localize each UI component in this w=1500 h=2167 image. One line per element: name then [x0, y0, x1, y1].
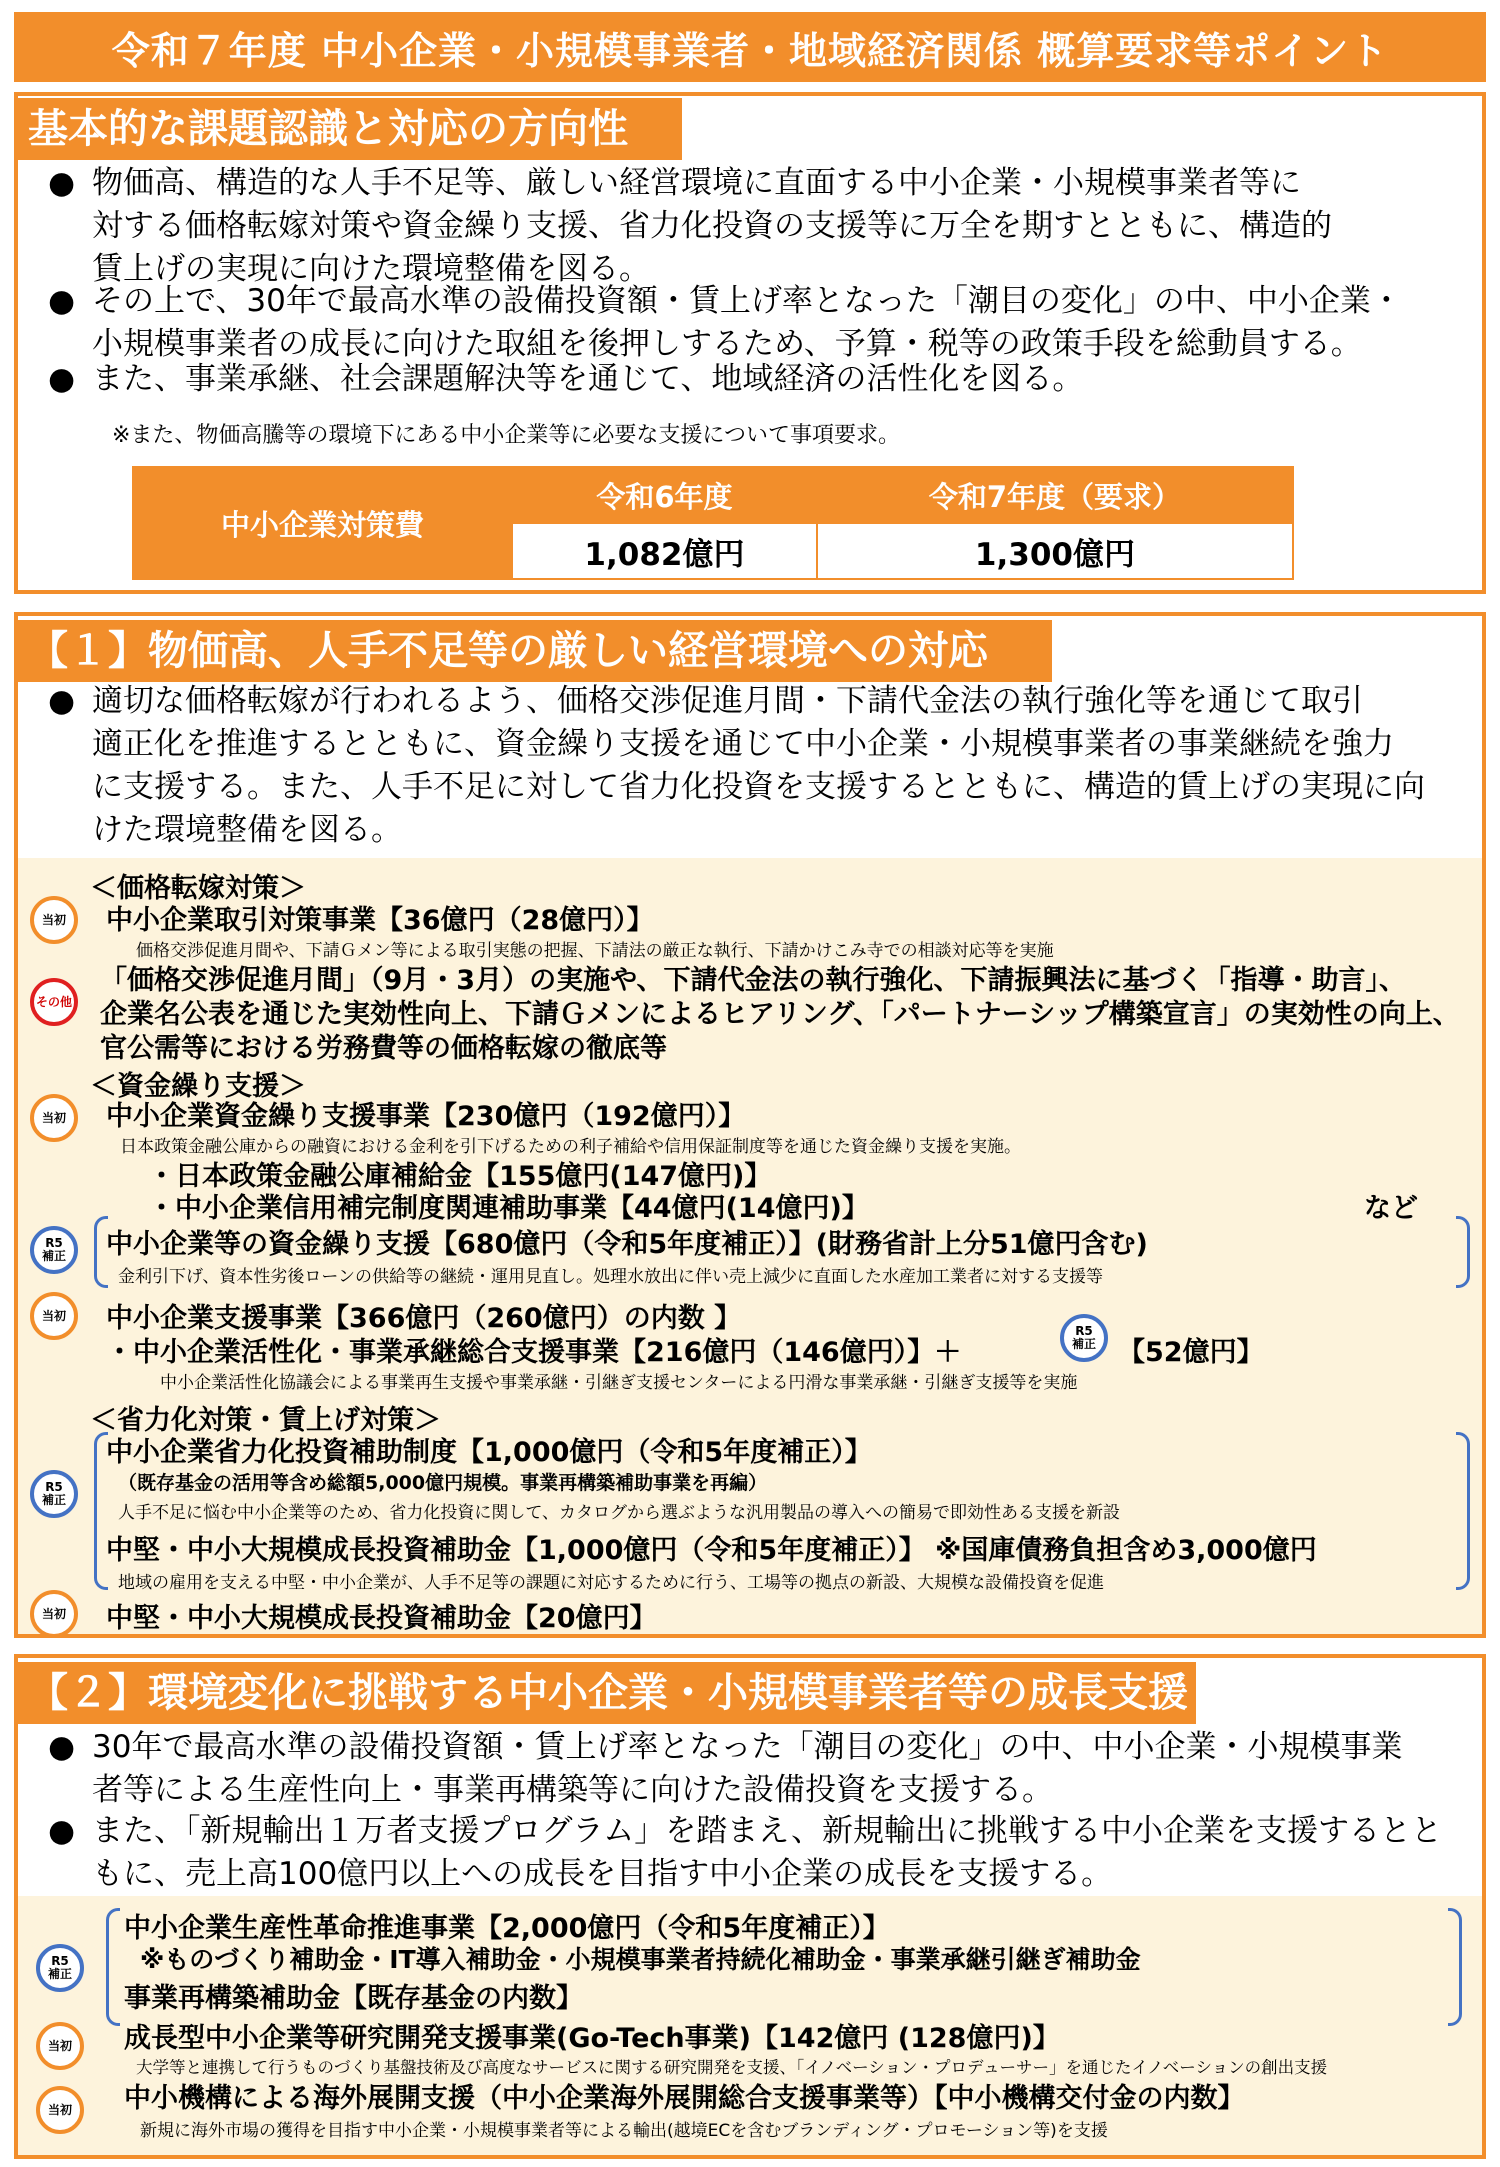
- bullet-line: もに、売上高100億円以上への成長を目指す中小企業の成長を支援する。: [92, 1856, 1113, 1892]
- section2-heading: 【２】環境変化に挑戦する中小企業・小規模事業者等の成長支援: [18, 1662, 1196, 1724]
- item-torihiki: 中小企業取引対策事業【36億円（28億円）】: [106, 905, 654, 936]
- desc-shien: 中小企業活性化協議会による事業再生支援や事業承継・引継ぎ支援センターによる円滑な事業承継・引継ぎ支援等を実施: [160, 1373, 1078, 1393]
- bullet-line: 対する価格転嫁対策や資金繰り支援、省力化投資の支援等に万全を期すとともに、構造的: [92, 208, 1332, 244]
- badge-other: その他: [30, 978, 78, 1026]
- item-shoryoku: 中小企業省力化投資補助制度【1,000億円（令和5年度補正）】: [106, 1437, 872, 1468]
- bullet-line: 適切な価格転嫁が行われるよう、価格交渉促進月間・下請代金法の執行強化等を通じて取引: [92, 683, 1363, 719]
- badge-r5-hosei: R5 補正: [36, 1944, 84, 1992]
- item-gotech: 成長型中小企業等研究開発支援事業(Go-Tech事業)【142億円 (128億円)】: [124, 2023, 1060, 2054]
- bullet-line: けた環境整備を図る。: [92, 812, 402, 848]
- bullet-line: 物価高、構造的な人手不足等、厳しい経営環境に直面する中小企業・小規模事業者等に: [92, 165, 1301, 201]
- badge-initial: 当初: [36, 2086, 84, 2134]
- basic-bullet-1: [48, 162, 1468, 291]
- badge-r5-hosei: R5 補正: [1060, 1314, 1108, 1362]
- sub-kasseika: ・中小企業活性化・事業承継総合支援事業【216億円（146億円）】＋: [106, 1337, 962, 1368]
- item-seisan-sub: ※ものづくり補助金・IT導入補助金・小規模事業者持続化補助金・事業承継引継ぎ補助金: [140, 1945, 1141, 1974]
- bullet-line: に支援する。また、人手不足に対して省力化投資を支援するとともに、構造的賃上げの実現に向: [92, 769, 1425, 805]
- sub-koko: ・日本政策金融公庫補給金【155億円(147億円)】: [148, 1161, 772, 1192]
- bullet-line: その上で、30年で最高水準の設備投資額・賃上げ率となった「潮目の変化」の中、中小企業・: [92, 283, 1402, 319]
- basic-note: ※また、物価高騰等の環境下にある中小企業等に必要な支援について事項要求。: [112, 423, 900, 448]
- desc-shoryoku: 人手不足に悩む中小企業等のため、省力化投資に関して、カタログから選ぶような汎用製品の導入への簡易で即効性ある支援を新設: [118, 1503, 1120, 1523]
- desc-r5-fund: 金利引下げ、資本性劣後ローンの供給等の継続・運用見直し。処理水放出に伴い売上減少に直面した水産加工業者に対する支援等: [118, 1267, 1103, 1287]
- item-other-line-2: 企業名公表を通じた実効性向上、下請Ｇメンによるヒアリング、「パートナーシップ構築宣言」の実効性の向上、: [100, 999, 1460, 1030]
- nado-label: など: [1364, 1193, 1418, 1224]
- cost-table: [132, 466, 1294, 580]
- badge-r5-hosei: R5 補正: [30, 1470, 78, 1518]
- page-title: 令和７年度 中小企業・小規模事業者・地域経済関係 概算要求等ポイント: [14, 12, 1486, 82]
- bullet-line: また、事業承継、社会課題解決等を通じて、地域経済の活性化を図る。: [92, 361, 1084, 397]
- basic-bullet-3: [48, 358, 1468, 401]
- badge-initial: 当初: [30, 1094, 78, 1142]
- bullet-mark: ●: [48, 1729, 76, 1765]
- section1-heading: 【１】物価高、人手不足等の厳しい経営環境への対応: [18, 620, 1052, 682]
- badge-initial: 当初: [30, 1292, 78, 1340]
- section2-bullet-1: [48, 1726, 1468, 1812]
- cat-labor: ＜省力化対策・賃上げ対策＞: [90, 1405, 441, 1436]
- bullet-line: 適正化を推進するとともに、資金繰り支援を通じて中小企業・小規模事業者の事業継続を強力: [92, 726, 1394, 762]
- cost-col2-header: 令和7年度（要求）: [817, 467, 1293, 523]
- item-r5-fund: 中小企業等の資金繰り支援【680億円（令和5年度補正）】(財務省計上分51億円含む): [106, 1229, 1148, 1260]
- bullet-line: 30年で最高水準の設備投資額・賃上げ率となった「潮目の変化」の中、中小企業・小規模事業: [92, 1729, 1403, 1765]
- cost-col2-value: 1,300億円: [817, 523, 1293, 579]
- bracket-right: [1456, 1432, 1470, 1590]
- bracket-right: [1448, 1908, 1462, 2026]
- bullet-mark: ●: [48, 165, 76, 201]
- item-other-line-3: 官公需等における労務費等の価格転嫁の徹底等: [100, 1033, 667, 1064]
- bracket-right: [1456, 1216, 1470, 1288]
- item-shoryoku-sub: （既存基金の活用等含め総額5,000億円規模。事業再構築補助事業を再編）: [118, 1472, 768, 1494]
- bullet-mark: ●: [48, 1813, 76, 1849]
- bracket-left: [106, 1908, 120, 2026]
- item-chuken: 中堅・中小大規模成長投資補助金【1,000億円（令和5年度補正）】 ※国庫債務負担含め3,000億円: [106, 1535, 1317, 1566]
- bullet-mark: ●: [48, 683, 76, 719]
- bullet-line: 賃上げの実現に向けた環境整備を図る。: [92, 251, 650, 287]
- basic-section-heading: 基本的な課題認識と対応の方向性: [18, 98, 682, 160]
- cost-col1-header: 令和6年度: [512, 467, 817, 523]
- badge-r5-hosei: R5 補正: [30, 1226, 78, 1274]
- bullet-line: 小規模事業者の成長に向けた取組を後押しするため、予算・税等の政策手段を総動員する。: [92, 326, 1362, 362]
- cost-col1-value: 1,082億円: [512, 523, 817, 579]
- item-saikouchiku: 事業再構築補助金【既存基金の内数】: [124, 1983, 583, 2014]
- item-seisan: 中小企業生産性革命推進事業【2,000億円（令和5年度補正）】: [124, 1913, 890, 1944]
- badge-initial: 当初: [36, 2022, 84, 2070]
- sub-hokan: ・中小企業信用補完制度関連補助事業【44億円(14億円)】: [148, 1193, 869, 1224]
- badge-initial: 当初: [30, 1590, 78, 1638]
- item-shikin: 中小企業資金繰り支援事業【230億円（192億円）】: [106, 1101, 746, 1132]
- section1-bullet: [48, 680, 1468, 852]
- desc-chuken: 地域の雇用を支える中堅・中小企業が、人手不足等の課題に対応するために行う、工場等の拠点の新設、大規模な設備投資を促進: [118, 1573, 1104, 1593]
- item-chuken-initial: 中堅・中小大規模成長投資補助金【20億円】: [106, 1603, 657, 1634]
- bullet-line: 者等による生産性向上・事業再構築等に向けた設備投資を支援する。: [92, 1772, 1053, 1808]
- item-kaigai: 中小機構による海外展開支援（中小企業海外展開総合支援事業等）【中小機構交付金の内数】: [124, 2083, 1245, 2114]
- item-other-line-1: 「価格交渉促進月間」（9月・3月）の実施や、下請代金法の執行強化、下請振興法に基づく「指導・助言」、: [100, 965, 1407, 996]
- bullet-mark: ●: [48, 283, 76, 319]
- bullet-line: また、「新規輸出１万者支援プログラム」を踏まえ、新規輸出に挑戦する中小企業を支援するとと: [92, 1813, 1443, 1849]
- basic-bullet-2: [48, 280, 1468, 366]
- desc-torihiki: 価格交渉促進月間や、下請Ｇメン等による取引実態の把握、下請法の厳正な執行、下請かけこみ寺での相談対応等を実施: [136, 941, 1054, 961]
- sub-kasseika-r5: 【52億円】: [1118, 1337, 1264, 1368]
- bullet-mark: ●: [48, 361, 76, 397]
- cat-price-transfer: ＜価格転嫁対策＞: [90, 873, 306, 904]
- desc-shikin: 日本政策金融公庫からの融資における金利を引下げるための利子補給や信用保証制度等を通じた資金繰り支援を実施。: [120, 1137, 1021, 1157]
- desc-gotech: 大学等と連携して行うものづくり基盤技術及び高度なサービスに関する研究開発を支援、「イノベーション・プロデューサー」を通じたイノベーションの創出支援: [136, 2058, 1328, 2077]
- cost-row-label: 中小企業対策費: [133, 467, 512, 579]
- cat-funding: ＜資金繰り支援＞: [90, 1071, 306, 1102]
- item-shien: 中小企業支援事業【366億円（260億円）の内数 】: [106, 1303, 742, 1334]
- section2-bullet-2: [48, 1810, 1468, 1896]
- desc-kaigai: 新規に海外市場の獲得を目指す中小企業・小規模事業者等による輸出(越境ECを含むブランディング・プロモーション等)を支援: [140, 2121, 1108, 2141]
- badge-initial: 当初: [30, 896, 78, 944]
